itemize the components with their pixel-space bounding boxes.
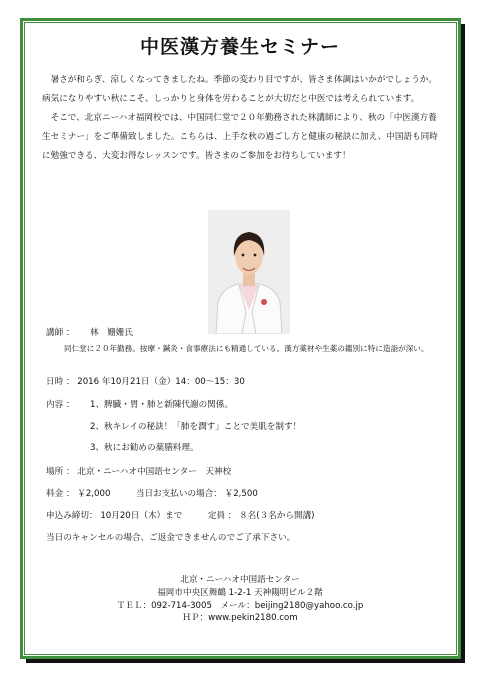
lecturer-bio: 同仁堂に２０年勤務。按摩・鍼灸・食事療法にも精通している。漢方薬材や生薬の鑑別に特に造詣が深い。	[64, 344, 429, 353]
lecturer-name: 林 姗姗氏	[90, 328, 133, 338]
deadline-row	[46, 509, 315, 521]
intro-paragraph-1: 暑さが和らぎ、涼しくなってきましたね。季節の変わり目ですが、皆さま体調はいかがでしょうか。病気になりやすい秋にこそ、しっかりと身体を労わることが大切だと中医では考えられています。	[42, 75, 437, 104]
deadline-value: 10月20日（木）まで	[100, 511, 183, 521]
footer-address: 福岡市中央区舞鶴 1-2-1 天神陽明ビル２階	[157, 587, 323, 598]
content-item: 2、秋キレイの秘訣！「肺を潤す」ことで美肌を制す！	[90, 422, 302, 432]
place-label: 場所 ：	[46, 467, 75, 477]
date-value: 2016 年10月21日（金）14：00～15：30	[77, 377, 245, 387]
intro-paragraph-2: そこで、北京ニーハオ福岡校では、中国同仁堂で２０年勤務された林講師により、秋の「中医漢方養生セミナー」をご準備致しました。こちらは、上手な秋の過ごし方と健康の秘訣に加え、中国語も同時に勉強できる、大変お得なレッスンです。皆さまのご参加をお待ちしています！	[42, 113, 438, 161]
place-row	[46, 465, 231, 477]
fee-value: ￥2,000	[77, 489, 111, 499]
intro-text	[42, 71, 438, 166]
date-label: 日時 ：	[46, 377, 75, 387]
fee-label: 料金 ：	[46, 489, 75, 499]
date-row	[46, 375, 245, 387]
border-shadow-right	[461, 24, 465, 663]
same-day-fee-value: ￥2,500	[224, 489, 258, 499]
cancel-note: 当日のキャンセルの場合、ご返金できませんのでご了承下さい。	[46, 533, 296, 543]
border-shadow-bottom	[26, 659, 465, 663]
footer-org: 北京・ニーハオ中国語センター	[180, 575, 300, 585]
fee-row	[46, 487, 258, 499]
lecturer-photo	[208, 210, 290, 334]
content-label: 内容 ：	[46, 400, 75, 410]
same-day-fee-label: 当日お支払いの場合：	[135, 489, 222, 499]
footer-contact: ＴＥＬ：092-714-3005 メール：beijing2180@yahoo.co.jp	[116, 600, 364, 611]
place-value: 北京・ニーハオ中国語センター 天神校	[77, 467, 232, 477]
page-title: 中医漢方養生セミナー	[139, 36, 340, 58]
content-item: 1、脾臓・胃・肺と新陳代謝の関係。	[90, 400, 233, 410]
content-item: 3、秋にお勧めの薬膳料理。	[90, 443, 199, 453]
deadline-label: 申込み締切：	[46, 511, 98, 521]
footer	[0, 574, 480, 625]
capacity-label: 定員 ：	[207, 511, 237, 521]
lecturer-portrait-illustration	[208, 210, 290, 334]
capacity-value: ８名(３名から開講)	[239, 511, 315, 521]
lecturer-label: 講師 ：	[46, 328, 75, 338]
footer-website: ＨＰ：www.pekin2180.com	[182, 613, 298, 624]
